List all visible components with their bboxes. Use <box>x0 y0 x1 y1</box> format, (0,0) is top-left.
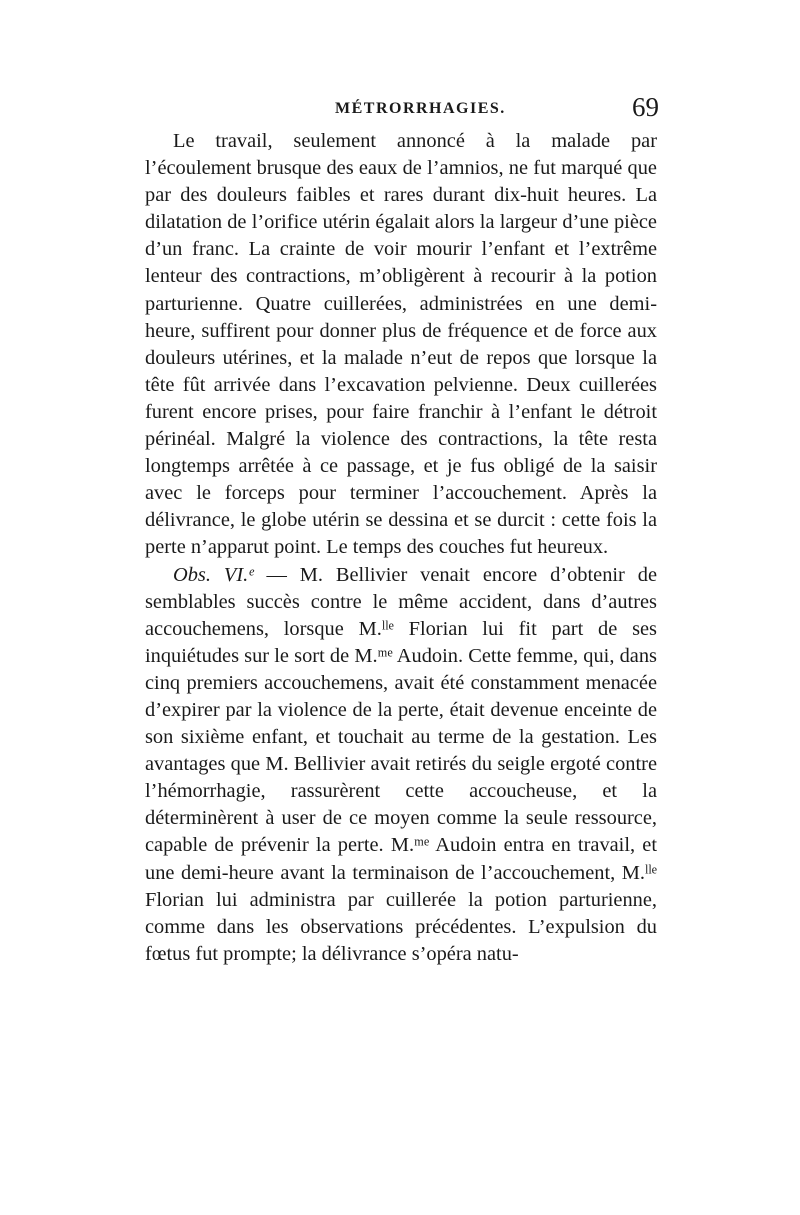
observation-label: Obs. VI.ᵉ <box>173 563 254 586</box>
paragraph-2 <box>145 562 657 968</box>
page-number: 69 <box>632 92 659 122</box>
body-text <box>145 128 657 968</box>
running-head: MÉTRORRHAGIES. <box>335 100 506 117</box>
paragraph-1: Le travail, seulement annoncé à la malade par l’écoulement brusque des eaux de l’amnios, ne fut marqué que par des douleurs faibles et rares durant dix-huit heures. La dilatation de l’orifice utérin égalait alors la largeur d’une pièce d’un franc. La crainte de voir mourir l’enfant et l’extrême lenteur des contractions, m’obligèrent à recourir à la potion parturienne. Quatre cuillerées, administrées en une demi-heure, suffirent pour donner plus de fréquence et de force aux douleurs utérines, et la malade n’eut de repos que lorsque la tête fût arrivée dans l’excavation pelvienne. Deux cuillerées furent encore prises, pour faire franchir à l’enfant le détroit périnéal. Malgré la violence des contractions, la tête resta longtemps arrêtée à ce passage, et je fus obligé de la saisir avec le forceps pour terminer l’accouchement. Après la délivrance, le globe utérin se dessina et se durcit : cette fois la perte n’apparut point. Le temps des couches fut heureux. <box>145 130 657 559</box>
paragraph-2-text: — M. Bellivier venait encore d’obtenir de semblables succès contre le même accident, dans d’autres accouchemens, lorsque M.ˡˡᵉ Florian lui fit part de ses inquiétudes sur le sort de M.ᵐᵉ Audoin. Cette femme, qui, dans cinq premiers accouchemens, avait été constamment menacée d’expirer par la violence de la perte, était devenue enceinte de son sixième enfant, et touchait au terme de la gestation. Les avantages que M. Bellivier avait retirés du seigle ergoté contre l’hémorrhagie, rassurèrent cette accoucheuse, et la déterminèrent à user de ce moyen comme la seule ressource, capable de prévenir la perte. M.ᵐᵉ Audoin entra en travail, et une demi-heure avant la terminaison de l’accouchement, M.ˡˡᵉ Florian lui administra par cuillerée la potion parturienne, comme dans les observations précédentes. L’expulsion du fœtus fut prompte; la délivrance s’opéra natu- <box>145 563 658 965</box>
